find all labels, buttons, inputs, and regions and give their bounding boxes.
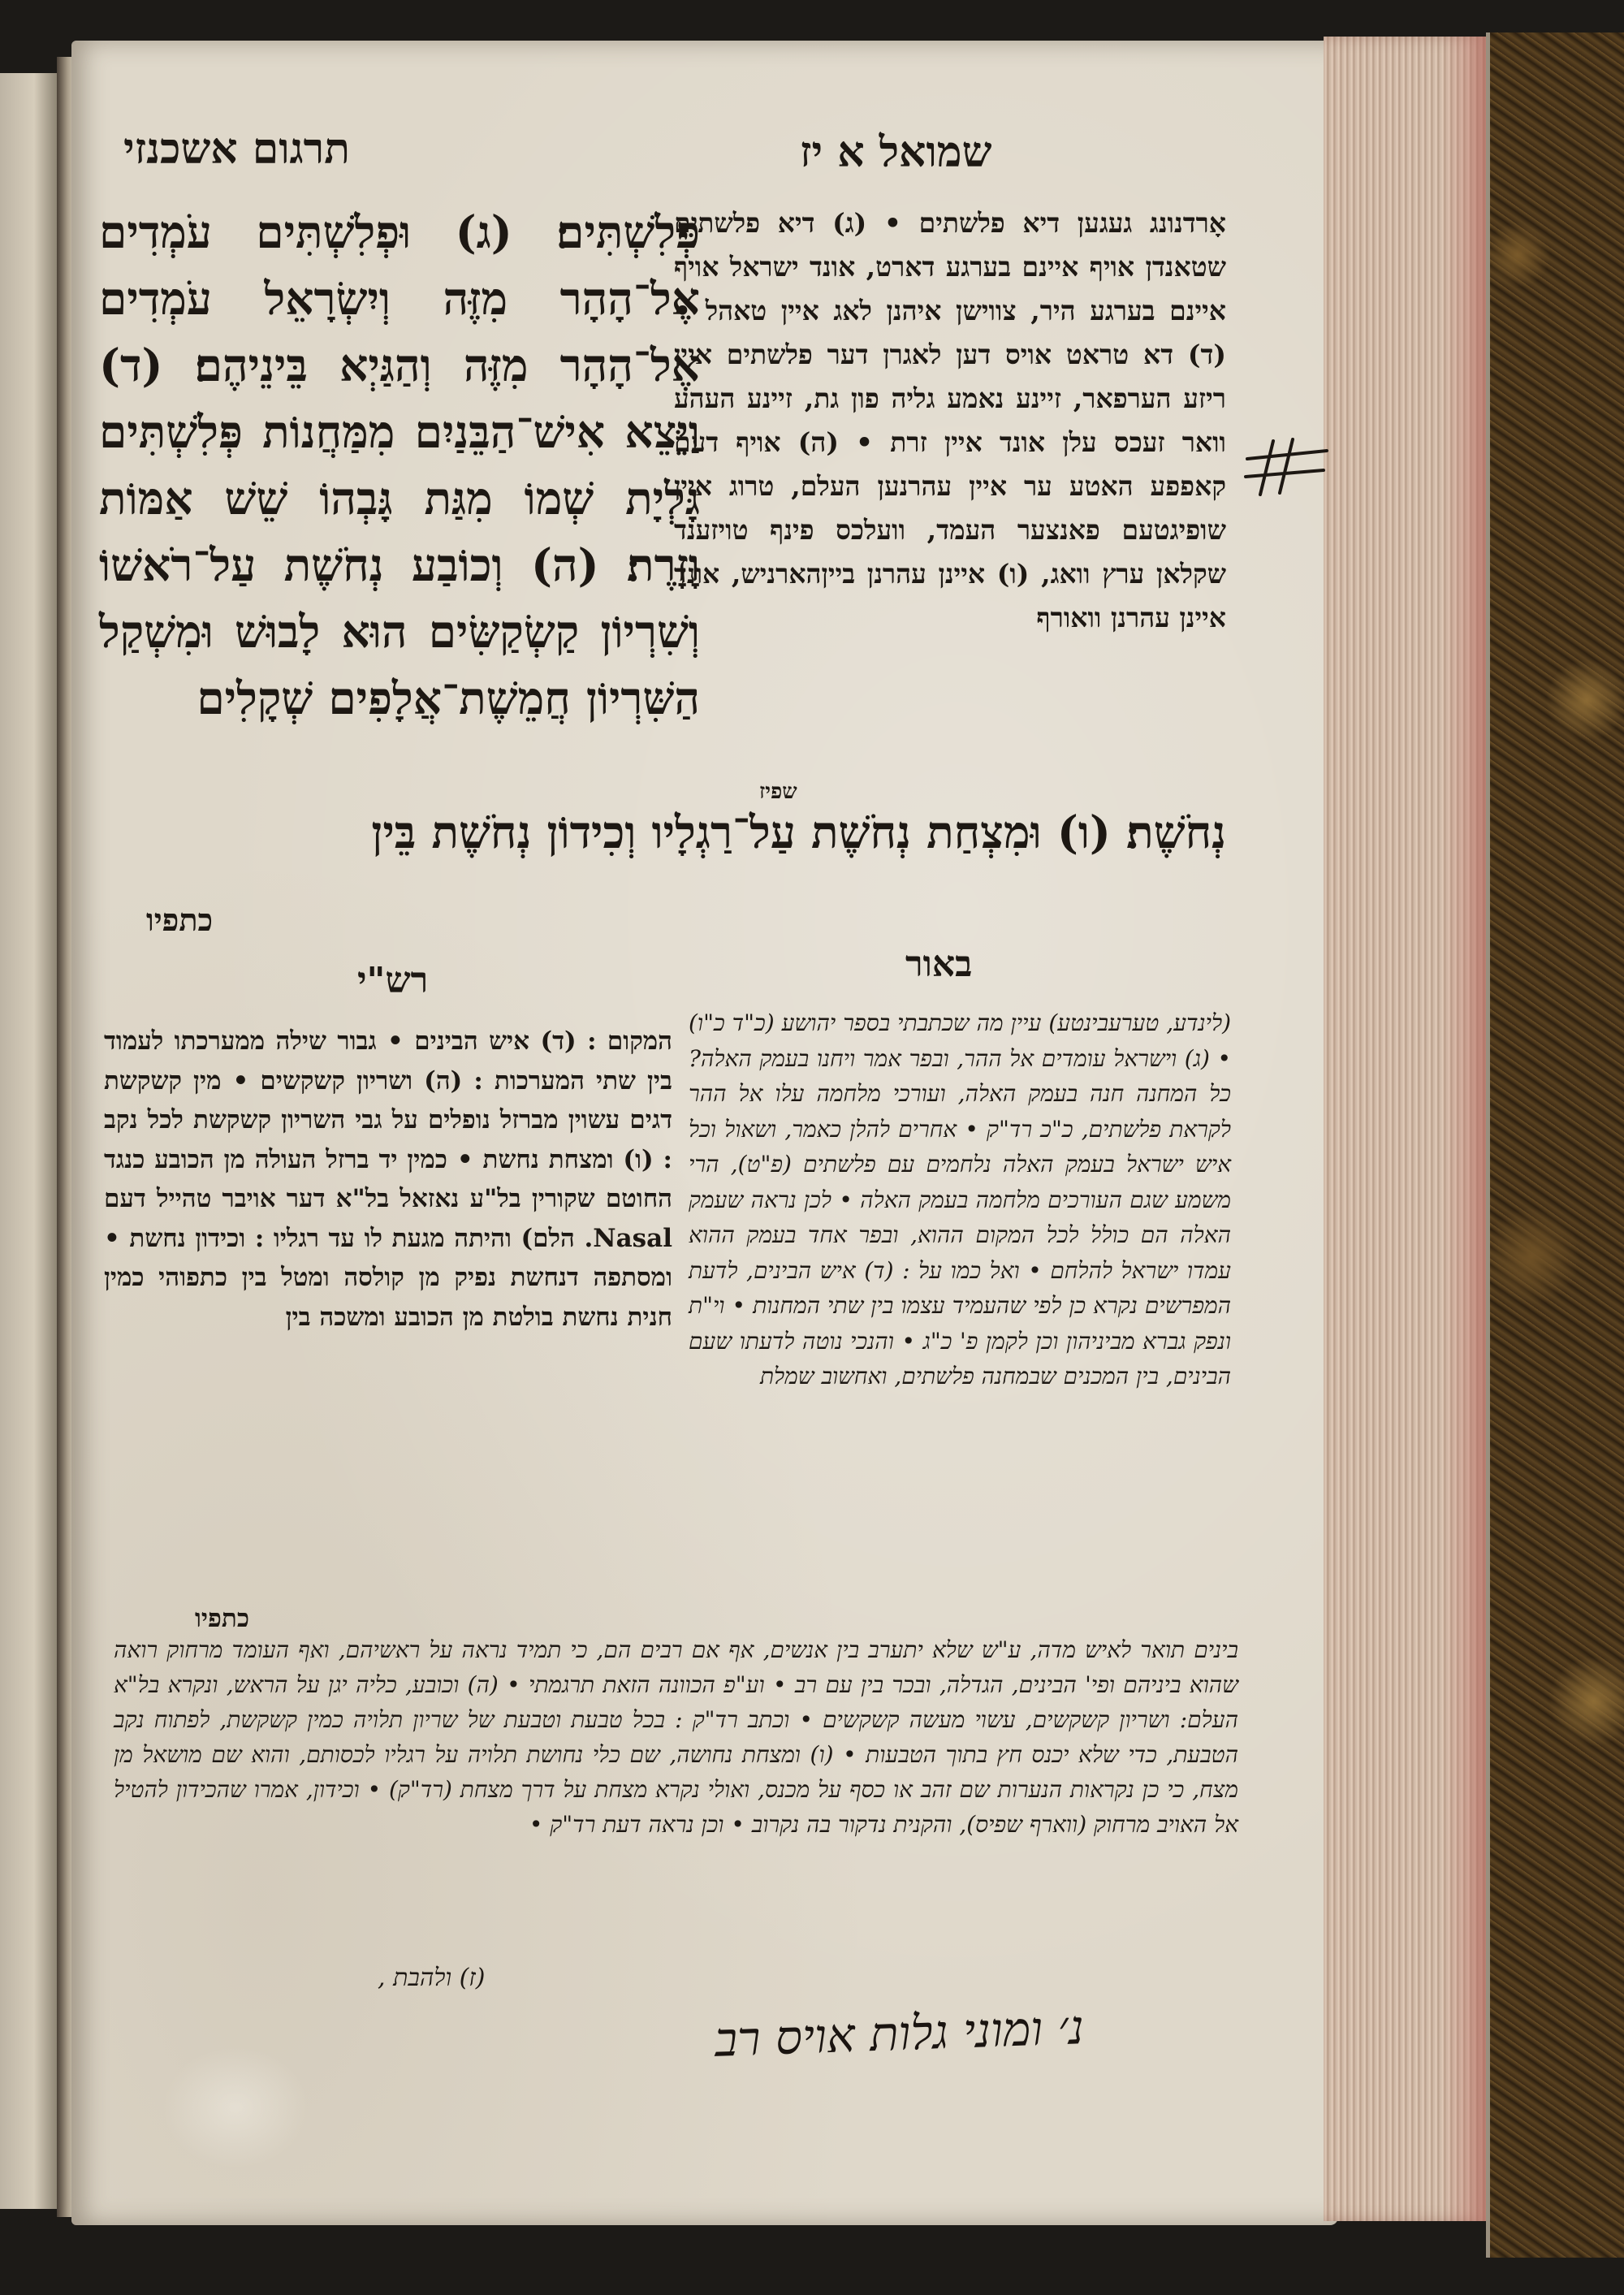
handwritten-hash-mark — [1242, 434, 1332, 499]
paper-stain — [162, 2046, 309, 2168]
running-head-right: תרגום אשכנזי — [123, 124, 350, 174]
running-head-left: שמואל א יז — [800, 128, 992, 177]
left-page-edge — [0, 73, 62, 2209]
biblical-spanning-line: נְחֹשֶׁת׃ (ו) וּמִצְחַת נְחֹשֶׁת עַל־רַגְלָיו וְכִידוֹן נְחֹשֶׁת בֵּין — [371, 806, 1226, 858]
marbled-cover — [1486, 32, 1624, 2258]
biblical-catchword: כתפיו — [146, 901, 214, 938]
handwritten-signature: נ׳ ומוני גלות אויס רב — [713, 1999, 1085, 2068]
targum-column: אָרדנונג געגען דיא פלשתים • (ג) דיא פלשתים שטאנדן אויף איינם בערגע דארט, אונד ישראל אויף איינם בערגע היר, צווישן איהנן לאג איין טאהל • (ד) דא טראט אויס דען לאגרן דער פלשתים איין ריזע הערפאר, זיינע נאמע גליה פון גת, זיינע העהע וואר זעכס עלן אונד איין זרת • (ה) אויף דעם קאפפע האטע ער איין עהרנען העלם, טרוג איין שופיגטעם פאנצער העמד, וועלכס פינף טויזענד שקלאן ערץ וואג, (ו) איינן עהרנן בייןהארניש, אונד איינן עהרנן וואורף — [674, 207, 1227, 633]
biur-commentary-column: (לינדע, טערעבינטע) עיין מה שכתבתי בספר יהושע (כ"ד כ"ו) • (ג) וישראל עומדים אל ההר, ובפר אמר ויחנו בעמק האלה? כל המחנה חנה בעמק האלה, ועורכי מלחמה עלו אל ההר לקראת פלשתים, כ"כ רד"ק • אחרים להלן כאמר, ושאול וכל איש ישראל בעמק האלה נלחמים עם פלשתים (פ"ט), הרי משמע שגם העורכים מלחמה בעמק האלה • לכן נראה שעמק האלה הם כולל לכל המקום ההוא, ובפר אחד בעמק ההוא עמדו ישראל להלחם • ואל כמו על : (ד) איש הבינים, לדעת המפרשים נקרא כן לפי שהעמיד עצמו בין שתי המחנות • וי"ת ונפק גברא מביניהון וכן לקמן פ' כ"ג • והנכי נוטה לדעתו שעם הבינים, בין המכנים שבמחנה פלשתים, ואחשוב שמלת — [689, 1009, 1231, 1390]
biur-commentary-full: בינים תואר לאיש מדה, ע"ש שלא יתערב בין אנשים, אף אם רבים הם, כי תמיד נראה על ראשיהם, ואף העומד מרחוק רואה שהוא ביניהם ופי' הבינים, הגדלה, ובכר בין עם רב • וע"פ הכוונה הזאת תרגמתי • (ה) וכובע, כליה יגן על הראש, ונקרא בל"א העלם: ושריון קשקשים, עשוי מעשה קשקשים • וכתב רד"ק : בכל טבעת וטבעת של שריון תלויה כמין קשקשת, לפתוח נקב הטבעת, כדי שלא יכנס חץ בתוך הטבעות • (ו) ומצחת נחושה, שם כלי נחושת תלויה על רגליו לכסותם, והוא שם מושאל מן מצח, כי כן נקראות הנערות שם זהב או כסף על מכנס, ואולי נקרא מצחת על דרך מצחת (רד"ק) • וכידון, אמרו שהכידון להטיל אל האויב מרחוק (ווארף שפיס), והקנית נדקור בה נקרוב • וכן נראה דעת רד"ק • — [114, 1636, 1238, 1838]
biur-heading: באור — [905, 944, 973, 985]
biblical-text-column: פְּלִשְׁתִּים׃ (ג) וּפְלִשְׁתִּים עֹמְדִים אֶל־הָהָר מִזֶּה וְיִשְׂרָאֵל עֹמְדִים אֶל־הָהָר מִזֶּה וְהַגַּיְא בֵּינֵיהֶם׃ (ד) וַיֵּצֵא אִישׁ־הַבֵּנַיִם מִמַּחֲנוֹת פְּלִשְׁתִּים גָּלְיָת שְׁמוֹ מִגַּת גָּבְהוֹ שֵׁשׁ אַמּוֹת וָזָרֶת׃ (ה) וְכוֹבַע נְחֹשֶׁת עַל־רֹאשׁוֹ וְשִׁרְיוֹן קַשְׂקַשִּׂים הוּא לָבוּשׁ וּמִשְׁקַל הַשִּׁרְיוֹן חֲמֵשֶׁת־אֲלָפִים שְׁקָלִים — [99, 205, 700, 724]
rashi-heading: רש"י — [357, 960, 429, 1001]
targum-catchword: שפיז — [759, 780, 797, 804]
page-fore-edge — [1324, 37, 1489, 2221]
rashi-commentary: המקום : (ד) איש הבינים • גבור שילה ממערכתו לעמוד בין שתי המערכות : (ה) ושריון קשקשים • מין קשקשת דגים עשוין מברזל נופלים על גבי השריון קשקשת לכל נקב : (ו) ומצחת נחשת • כמין יד ברזל העולה מן הכובע כנגד החוטם שקורין בל"ע נאזאל בל"א דער אויבר טהייל דעם Nasal. הלם) והיתה מגעת לו עד רגליו : וכידון נחשת • ומסתפה דנחשת נפיק מן קולסה ומטל בין כתפוהי כמין חנית נחשת בולטת מן הכובע ומשכה בין — [104, 1026, 672, 1332]
rashi-catchword: כתפיו — [195, 1604, 249, 1633]
biur-catchword: (ז) ולהבת , — [378, 1964, 486, 1992]
